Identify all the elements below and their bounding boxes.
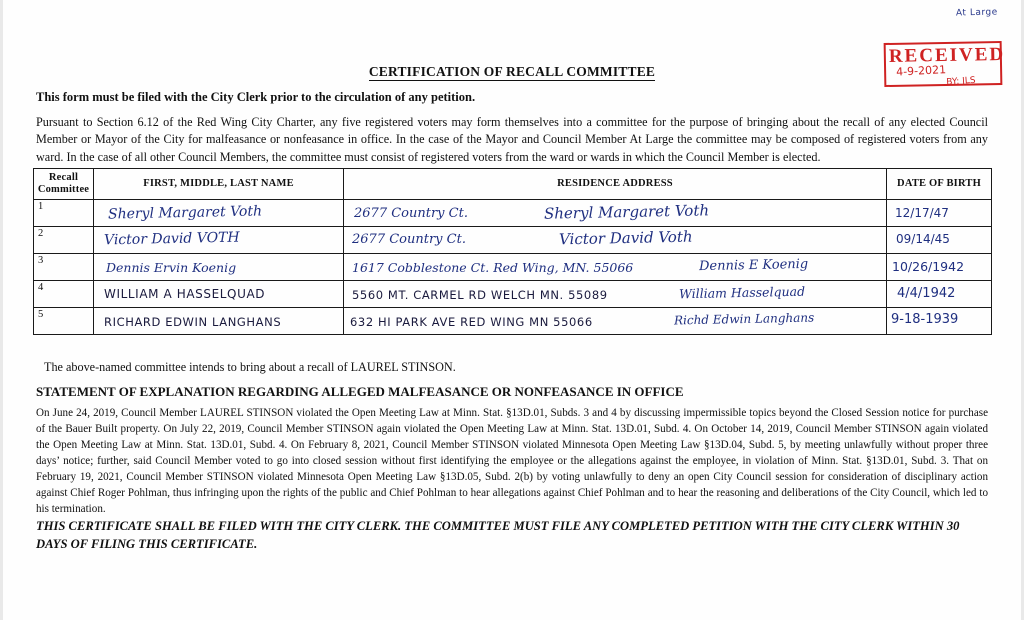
member-dob-handwriting: 12/17/47 [895,206,949,220]
table-row [34,227,992,254]
member-dob-cell [887,281,992,308]
table-row [34,308,992,335]
member-name-handwriting: Sheryl Margaret Voth [107,203,263,223]
row-number: 1 [38,201,44,212]
member-address-cell [344,227,887,254]
member-dob-cell [887,254,992,281]
member-dob-handwriting: 09/14/45 [896,232,950,246]
member-signature-handwriting: Sheryl Margaret Voth [543,201,710,223]
margin-handwritten-note: At Large [956,7,999,19]
member-name-cell [94,227,344,254]
received-stamp-label: RECEIVED [888,43,1006,67]
row-number-cell [34,227,94,254]
table-row [34,254,992,281]
row-number: 2 [38,228,44,239]
member-signature-handwriting: Richd Edwin Langhans [673,310,815,328]
member-name-handwriting: Dennis Ervin Koenig [106,260,237,275]
member-name-handwriting: RICHARD EDWIN LANGHANS [104,315,282,329]
member-dob-handwriting: 9-18-1939 [891,312,959,327]
member-name-cell [94,254,344,281]
closing-instructions: THIS CERTIFICATE SHALL BE FILED WITH THE CITY CLERK. THE COMMITTEE MUST FILE ANY COMPLETED PETITION WITH THE CITY CLERK WITHIN 30 DAYS OF FILING THIS CERTIFICATE. [36,519,960,551]
page-title-text: CERTIFICATION OF RECALL COMMITTEE [368,64,656,79]
member-signature-handwriting: Victor David Voth [558,227,693,249]
row-number-cell [34,308,94,335]
statement-section-body: On June 24, 2019, Council Member LAUREL STINSON violated the Open Meeting Law at Minn. Stat. §13D.01, Subds. 3 and 4 by discussing impermissible topics beyond the Closed Session notice for purchase of the Bauer Built property. On July 22, 2019, Council Member STINSON again violated the Open Meeting Law at Minn. Stat. 13D.01, Subd. 4. On October 14, 2019, Council Member STINSON again violated the Open Meeting Law at Minn. Stat. 13D.01, Subd. 4. On February 8, 2021, Council Member STINSON violated Minnesota Open Meeting Law §13D.04, Subd. 5, by meeting unlawfully without proper three days’ notice; further, said Council Member voted to go into closed session without first identifying the employee or the allegations against the employee, in violation of Minn. Stat. §13D.01, Subd. 3. That on February 19, 2021, Council Member STINSON violated Minnesota Open Meeting Law §13D.05, Subd. 2(b) by voting unlawfully to deny an open City Council session for consideration of disciplinary action against Chief Roger Pohlman, thus infringing upon the rights of the public and Chief Pohlman to hear allegations against Chief Pohlman and to hear the reasoning and deliberations of the City Council, which led to his termination. [36,407,988,515]
member-address-cell [344,254,887,281]
charter-intro-paragraph: Pursuant to Section 6.12 of the Red Wing City Charter, any five registered voters may form themselves into a committee for the purpose of bringing about the recall of any elected Council Member or Mayor of the City for malfeasance or nonfeasance in office. In the case of the Mayor and Council Member At Large the committee may be composed of registered voters from any ward. In the case of all other Council Members, the committee must consist of registered voters from the ward or wards in which the Council Member is elected. [36,115,988,164]
member-address-cell [344,308,887,335]
member-signature-handwriting: William Hasselquad [678,283,806,302]
row-number: 3 [38,255,44,266]
member-dob-cell [887,227,992,254]
member-dob-cell [887,308,992,335]
statement-section-heading: STATEMENT OF EXPLANATION REGARDING ALLEGED MALFEASANCE OR NONFEASANCE IN OFFICE [36,384,684,399]
table-row [34,200,992,227]
row-number: 4 [38,282,44,293]
column-header-dob: DATE OF BIRTH [887,169,992,200]
row-number-cell [34,254,94,281]
column-header-name: FIRST, MIDDLE, LAST NAME [94,169,344,200]
member-address-handwriting: 632 HI PARK AVE RED WING MN 55066 [350,315,593,329]
received-stamp-date: 4-9-2021 [895,63,947,79]
member-address-handwriting: 1617 Cobblestone Ct. Red Wing, MN. 55066 [352,260,634,275]
member-address-handwriting: 5560 MT. CARMEL RD WELCH MN. 55089 [352,288,608,302]
member-dob-handwriting: 10/26/1942 [892,259,965,274]
recall-target-sentence: The above-named committee intends to bring about a recall of LAUREL STINSON. [44,360,456,374]
member-dob-handwriting: 4/4/1942 [897,286,956,301]
member-address-cell [344,281,887,308]
row-number-cell [34,200,94,227]
filing-requirement-note: This form must be filed with the City Clerk prior to the circulation of any petition. [36,90,476,104]
member-address-cell [344,200,887,227]
member-name-cell [94,308,344,335]
member-name-cell [94,281,344,308]
member-name-handwriting: WILLIAM A HASSELQUAD [104,287,266,301]
received-stamp-initials: BY: JLS [945,75,976,88]
column-header-address: RESIDENCE ADDRESS [344,169,887,200]
member-name-handwriting: Victor David VOTH [103,229,240,249]
member-name-cell [94,200,344,227]
scan-edge-left [0,0,3,620]
row-number: 5 [38,309,44,320]
member-address-handwriting: 2677 Country Ct. [354,206,468,221]
member-dob-cell [887,200,992,227]
table-row [34,281,992,308]
member-signature-handwriting: Dennis E Koenig [698,256,809,275]
member-address-handwriting: 2677 Country Ct. [352,232,466,247]
column-header-number: Recall Committee [34,169,94,200]
page-title [0,64,1024,80]
recall-committee-table [33,168,992,335]
row-number-cell [34,281,94,308]
table-header-row [34,169,992,200]
